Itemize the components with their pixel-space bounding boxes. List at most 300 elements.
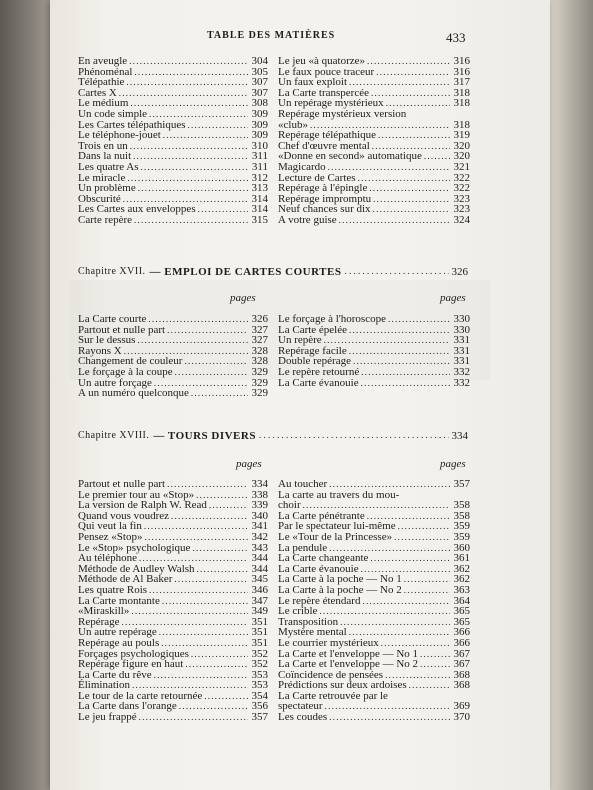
toc-entry-title: Les quatre As bbox=[78, 160, 139, 173]
toc-entry-page: 308 bbox=[251, 97, 268, 110]
toc-entry-title: Repérage au pouls bbox=[78, 636, 160, 649]
toc-entry-title: Repérage figure en haut bbox=[78, 658, 184, 671]
toc-entry-title: Repérage bbox=[78, 615, 120, 628]
toc-entry-page: 330 bbox=[453, 313, 470, 325]
leader-dots bbox=[394, 532, 450, 543]
toc-entry-page: 318 bbox=[453, 86, 470, 99]
chapter-17-heading bbox=[78, 266, 468, 278]
toc-entry-title: La carte au travers du mou- bbox=[278, 488, 400, 501]
toc-entry-page: 319 bbox=[453, 129, 470, 142]
toc-entry-title: Pensez «Stop» bbox=[78, 530, 143, 543]
leader-dots bbox=[361, 367, 450, 378]
toc-entry-page: 304 bbox=[251, 55, 268, 67]
leader-dots bbox=[192, 543, 248, 554]
toc-entry-title: Les Cartes aux enveloppes bbox=[78, 203, 196, 216]
toc-entry bbox=[278, 585, 470, 596]
leader-dots bbox=[390, 691, 450, 702]
leader-dots bbox=[358, 173, 450, 184]
toc-entry-page: 332 bbox=[453, 376, 470, 389]
toc-entry-page: 329 bbox=[251, 365, 268, 378]
toc-entry-page: 357 bbox=[251, 711, 268, 724]
leader-dots bbox=[130, 98, 248, 109]
toc-entry bbox=[278, 500, 470, 511]
chapter-18-label: Chapitre XVIII. bbox=[78, 430, 150, 441]
toc-entry-title: Le premier tour au «Stop» bbox=[78, 488, 195, 501]
leader-dots bbox=[179, 701, 248, 712]
leader-dots bbox=[122, 617, 248, 628]
leader-dots bbox=[259, 430, 449, 442]
toc-entry-title: En aveugle bbox=[78, 55, 128, 67]
toc-entry-title: Changement de couleur bbox=[78, 355, 183, 368]
leader-dots bbox=[149, 109, 248, 120]
toc-entry bbox=[278, 215, 470, 226]
toc-entry-title: La Carte montante bbox=[78, 594, 160, 607]
toc-entry-title: «Miraskill» bbox=[78, 605, 130, 618]
toc-entry bbox=[78, 388, 268, 399]
toc-entry-page: 314 bbox=[251, 192, 268, 205]
toc-entry-title: Télépathie bbox=[78, 76, 125, 89]
page-number: 433 bbox=[446, 30, 466, 45]
toc-entry-page: 362 bbox=[453, 573, 470, 586]
toc-entry-page: 311 bbox=[251, 150, 268, 163]
running-header-title: TABLE DES MATIÈRES bbox=[207, 30, 336, 41]
toc-entry-title: «Donne en second» automatique bbox=[278, 150, 422, 163]
toc-entry-page: 309 bbox=[251, 107, 268, 120]
toc-entry-page: 351 bbox=[251, 636, 268, 649]
leader-dots bbox=[361, 564, 450, 575]
leader-dots bbox=[349, 325, 450, 336]
toc-entry-title: Un autre forçage bbox=[78, 376, 152, 389]
toc-column-left-ch17 bbox=[78, 314, 268, 399]
toc-entry-page: 311 bbox=[251, 160, 268, 173]
leader-dots bbox=[198, 204, 248, 215]
toc-entry-title: Méthode de Audley Walsh bbox=[78, 562, 195, 575]
toc-entry-title: La Carte pénétrante bbox=[278, 509, 365, 522]
toc-entry-title: Double repérage bbox=[278, 355, 351, 368]
toc-entry bbox=[78, 56, 268, 67]
toc-entry bbox=[78, 109, 268, 120]
leader-dots bbox=[191, 388, 248, 399]
toc-entry bbox=[78, 367, 268, 378]
toc-entry-title: La Carte à la poche — No 1 bbox=[278, 573, 402, 586]
toc-entry-page: 340 bbox=[251, 509, 268, 522]
toc-entry-title: Au téléphone bbox=[78, 552, 137, 565]
toc-entry-title: Un problème bbox=[78, 182, 136, 195]
leader-dots bbox=[149, 585, 248, 596]
toc-entry-page: 352 bbox=[251, 658, 268, 671]
toc-entry-title: Carte repère bbox=[78, 213, 133, 226]
toc-entry-page: 361 bbox=[453, 552, 470, 565]
toc-entry-title: Élimination bbox=[78, 679, 130, 692]
toc-entry-page: 354 bbox=[251, 689, 268, 702]
toc-entry-page: 327 bbox=[251, 323, 268, 336]
toc-entry-page: 368 bbox=[453, 679, 470, 692]
leader-dots bbox=[381, 638, 450, 649]
toc-entry-title: La pendule bbox=[278, 541, 328, 554]
toc-entry-page: 344 bbox=[251, 552, 268, 565]
leader-dots bbox=[344, 266, 448, 278]
toc-entry-title: Le repère étendard bbox=[278, 594, 361, 607]
toc-entry-title: Repérage à l'épingle bbox=[278, 182, 368, 195]
toc-entry bbox=[278, 378, 470, 389]
toc-entry-page: 344 bbox=[251, 562, 268, 575]
toc-entry-title: Les quatre Rois bbox=[78, 583, 148, 596]
toc-entry-page: 366 bbox=[453, 636, 470, 649]
book-page bbox=[50, 0, 550, 790]
leader-dots bbox=[372, 141, 450, 152]
toc-entry-page: 307 bbox=[251, 86, 268, 99]
toc-entry-title: Le repère retourné bbox=[278, 365, 360, 378]
toc-entry bbox=[278, 490, 470, 501]
toc-entry-page: 326 bbox=[251, 313, 268, 325]
toc-entry-page: 362 bbox=[453, 562, 470, 575]
toc-entry bbox=[78, 532, 268, 543]
leader-dots bbox=[184, 356, 248, 367]
toc-column-left-section1 bbox=[78, 56, 268, 226]
toc-entry-title: Au toucher bbox=[278, 478, 328, 490]
leader-dots bbox=[349, 627, 450, 638]
toc-entry-page: 353 bbox=[251, 679, 268, 692]
toc-entry-page: 329 bbox=[251, 387, 268, 400]
toc-entry bbox=[278, 367, 470, 378]
chapter-17-title: — EMPLOI DE CARTES COURTES bbox=[149, 266, 342, 278]
toc-column-right-section1 bbox=[278, 56, 470, 226]
leader-dots bbox=[162, 596, 248, 607]
toc-entry-page: 320 bbox=[453, 150, 470, 163]
leader-dots bbox=[325, 701, 450, 712]
toc-entry-title: Le faux pouce traceur bbox=[278, 65, 375, 78]
toc-entry-title: «club» bbox=[278, 118, 308, 131]
leader-dots bbox=[134, 215, 248, 226]
toc-entry-title: A un numéro quelconque bbox=[78, 387, 189, 400]
toc-entry-page: 352 bbox=[251, 647, 268, 660]
leader-dots bbox=[404, 585, 450, 596]
leader-dots bbox=[420, 659, 450, 670]
toc-entry-page: 332 bbox=[453, 365, 470, 378]
leader-dots bbox=[209, 500, 248, 511]
leader-dots bbox=[140, 162, 248, 173]
toc-entry bbox=[278, 314, 470, 325]
toc-entry-page: 315 bbox=[251, 213, 268, 226]
leader-dots bbox=[328, 162, 450, 173]
toc-entry-page: 309 bbox=[251, 129, 268, 142]
toc-entry bbox=[278, 162, 470, 173]
leader-dots bbox=[353, 356, 450, 367]
leader-dots bbox=[324, 335, 450, 346]
toc-entry-page: 329 bbox=[251, 376, 268, 389]
toc-entry-page: 320 bbox=[453, 139, 470, 152]
toc-entry-page: 370 bbox=[453, 711, 470, 724]
toc-entry-title: Partout et nulle part bbox=[78, 323, 166, 336]
toc-entry bbox=[278, 532, 470, 543]
toc-entry-page: 330 bbox=[453, 323, 470, 336]
toc-entry bbox=[78, 638, 268, 649]
toc-entry-title: Le forçage à l'horoscope bbox=[278, 313, 386, 325]
toc-column-right-ch17 bbox=[278, 314, 470, 388]
toc-entry-title: Trois en un bbox=[78, 139, 128, 152]
toc-entry-title: Mystère mental bbox=[278, 626, 347, 639]
toc-entry-title: La version de Ralph W. Read bbox=[78, 499, 207, 512]
leader-dots bbox=[197, 564, 248, 575]
toc-entry-page: 346 bbox=[251, 583, 268, 596]
toc-entry-title: A votre guise bbox=[278, 213, 337, 226]
toc-entry-page: 358 bbox=[453, 509, 470, 522]
leader-dots bbox=[185, 659, 248, 670]
toc-entry-title: La Carte épelée bbox=[278, 323, 348, 336]
toc-entry-title: Le courrier mystérieux bbox=[278, 636, 379, 649]
toc-entry-page: 365 bbox=[453, 605, 470, 618]
toc-entry-title: Le jeu «à quatorze» bbox=[278, 55, 366, 67]
toc-entry-title: Cartes X bbox=[78, 86, 117, 99]
toc-entry-title: spectateur bbox=[278, 700, 323, 713]
leader-dots bbox=[340, 617, 450, 628]
toc-entry-page: 358 bbox=[453, 499, 470, 512]
leader-dots bbox=[385, 670, 450, 681]
toc-entry-page: 360 bbox=[453, 541, 470, 554]
toc-entry-title: Méthode de Al Baker bbox=[78, 573, 173, 586]
leader-dots bbox=[367, 511, 450, 522]
toc-entry-page: 365 bbox=[453, 615, 470, 628]
leader-dots bbox=[174, 574, 248, 585]
toc-entry-title: Le médium bbox=[78, 97, 129, 110]
toc-entry-page: 367 bbox=[453, 647, 470, 660]
leader-dots bbox=[362, 596, 450, 607]
toc-entry-title: Prédictions sur deux ardoises bbox=[278, 679, 407, 692]
toc-entry-page: 364 bbox=[453, 594, 470, 607]
toc-entry-page: 313 bbox=[251, 182, 268, 195]
toc-entry-title: Neuf chances sur dix bbox=[278, 203, 371, 216]
leader-dots bbox=[133, 151, 248, 162]
toc-entry-page: 353 bbox=[251, 668, 268, 681]
toc-entry bbox=[78, 479, 268, 490]
leader-dots bbox=[329, 479, 450, 490]
toc-entry bbox=[278, 109, 470, 120]
toc-entry-title: Dans la nuit bbox=[78, 150, 132, 163]
leader-dots bbox=[139, 553, 248, 564]
leader-dots bbox=[132, 680, 248, 691]
toc-entry-page: 331 bbox=[453, 334, 470, 347]
toc-entry-page: 343 bbox=[251, 541, 268, 554]
toc-entry-page: 369 bbox=[453, 700, 470, 713]
toc-entry-page: 351 bbox=[251, 615, 268, 628]
toc-entry-page: 366 bbox=[453, 626, 470, 639]
toc-entry-page: 367 bbox=[453, 658, 470, 671]
toc-entry-title: Un code simple bbox=[78, 107, 148, 120]
toc-entry-page: 331 bbox=[453, 344, 470, 357]
toc-entry-title: Les coudes bbox=[278, 711, 328, 724]
pages-label-left-ch18: pages bbox=[236, 458, 262, 470]
toc-entry-title: La Carte retrouvée par le bbox=[278, 689, 388, 702]
leader-dots bbox=[188, 120, 248, 131]
leader-dots bbox=[303, 500, 450, 511]
toc-entry-title: Quand vous voudrez bbox=[78, 509, 170, 522]
pages-label-right-ch17: pages bbox=[440, 292, 466, 304]
toc-entry-title: Le téléphone-jouet bbox=[78, 129, 161, 142]
leader-dots bbox=[378, 130, 450, 141]
leader-dots bbox=[175, 367, 248, 378]
toc-entry-page: 323 bbox=[453, 203, 470, 216]
toc-entry-page: 338 bbox=[251, 488, 268, 501]
toc-entry-title: La Carte à la poche — No 2 bbox=[278, 583, 402, 596]
leader-dots bbox=[159, 627, 248, 638]
toc-entry-title: La Carte transpercée bbox=[278, 86, 369, 99]
leader-dots bbox=[167, 325, 248, 336]
toc-entry-title: Un repérage mystérieux bbox=[278, 97, 384, 110]
leader-dots bbox=[349, 77, 450, 88]
toc-entry-page: 317 bbox=[453, 76, 470, 89]
toc-entry-page: 318 bbox=[453, 97, 470, 110]
leader-dots bbox=[398, 521, 450, 532]
toc-entry bbox=[78, 215, 268, 226]
toc-entry-page: 310 bbox=[251, 139, 268, 152]
toc-entry-page: 321 bbox=[453, 160, 470, 173]
toc-entry-page: 314 bbox=[251, 203, 268, 216]
leader-dots bbox=[144, 521, 248, 532]
toc-entry-title: Magicardo bbox=[278, 160, 326, 173]
toc-entry-title: Le crible bbox=[278, 605, 318, 618]
leader-dots bbox=[329, 543, 450, 554]
toc-entry-title: Repérage facile bbox=[278, 344, 347, 357]
toc-entry-title: Le jeu frappé bbox=[78, 711, 137, 724]
toc-entry-page: 327 bbox=[251, 334, 268, 347]
leader-dots bbox=[161, 638, 248, 649]
leader-dots bbox=[171, 511, 248, 522]
toc-entry-page: 324 bbox=[453, 213, 470, 226]
toc-entry-page: 322 bbox=[453, 171, 470, 184]
toc-entry-page: 307 bbox=[251, 76, 268, 89]
toc-entry-page: 334 bbox=[251, 478, 268, 490]
chapter-18-page: 334 bbox=[451, 430, 468, 442]
toc-entry-page: 363 bbox=[453, 583, 470, 596]
toc-entry bbox=[78, 314, 268, 325]
leader-dots bbox=[376, 67, 450, 78]
toc-entry-page: 359 bbox=[453, 520, 470, 533]
toc-entry-page: 368 bbox=[453, 668, 470, 681]
toc-entry-page: 316 bbox=[453, 65, 470, 78]
leader-dots bbox=[329, 712, 450, 723]
toc-entry-title: La Carte courte bbox=[78, 313, 147, 325]
toc-entry-title: Chef d'œuvre mental bbox=[278, 139, 370, 152]
toc-entry bbox=[278, 479, 470, 490]
leader-dots bbox=[349, 346, 450, 357]
leader-dots bbox=[408, 109, 450, 120]
pages-label-left-ch17: pages bbox=[230, 292, 256, 304]
leader-dots bbox=[130, 141, 248, 152]
leader-dots bbox=[191, 649, 248, 660]
toc-entry-title: Rayons X bbox=[78, 344, 122, 357]
leader-dots bbox=[401, 490, 450, 501]
toc-entry-page: 316 bbox=[453, 55, 470, 67]
toc-column-left-ch18 bbox=[78, 479, 268, 723]
toc-entry-title: Le miracle bbox=[78, 171, 126, 184]
toc-entry-title: La Carte du rêve bbox=[78, 668, 152, 681]
toc-entry bbox=[278, 56, 470, 67]
leader-dots bbox=[388, 314, 450, 325]
leader-dots bbox=[148, 314, 248, 325]
leader-dots bbox=[371, 88, 450, 99]
leader-dots bbox=[310, 120, 450, 131]
leader-dots bbox=[119, 88, 248, 99]
leader-dots bbox=[424, 151, 450, 162]
toc-entry-title: La Carte et l'enveloppe — No 2 bbox=[278, 658, 419, 671]
toc-entry-title: Par le spectateur lui-même bbox=[278, 520, 396, 533]
toc-entry-page: 357 bbox=[453, 478, 470, 490]
toc-entry-title: Un faux exploit bbox=[278, 76, 348, 89]
toc-entry-title: Phénoménal bbox=[78, 65, 133, 78]
toc-entry-title: Les Cartes télépathiques bbox=[78, 118, 186, 131]
toc-entry-page: 328 bbox=[251, 344, 268, 357]
toc-entry bbox=[78, 162, 268, 173]
leader-dots bbox=[139, 712, 248, 723]
toc-entry-title: Le forçage à la coupe bbox=[78, 365, 173, 378]
leader-dots bbox=[127, 173, 248, 184]
toc-entry-title: Le «Tour de la Princesse» bbox=[278, 530, 393, 543]
toc-entry-title: Coïncidence de pensées bbox=[278, 668, 384, 681]
toc-entry-title: Repérage impromptu bbox=[278, 192, 372, 205]
toc-entry-title: Qui veut la fin bbox=[78, 520, 142, 533]
leader-dots bbox=[167, 479, 248, 490]
leader-dots bbox=[126, 77, 248, 88]
leader-dots bbox=[134, 67, 248, 78]
toc-entry bbox=[278, 638, 470, 649]
toc-entry-page: 341 bbox=[251, 520, 268, 533]
leader-dots bbox=[138, 183, 248, 194]
toc-entry-title: La Carte évanouie bbox=[278, 376, 359, 389]
leader-dots bbox=[204, 691, 248, 702]
toc-entry bbox=[78, 712, 268, 723]
leader-dots bbox=[129, 56, 248, 67]
toc-entry bbox=[78, 585, 268, 596]
toc-entry-title: Un repère bbox=[278, 334, 322, 347]
chapter-18-heading bbox=[78, 430, 468, 442]
toc-entry-title: La Carte dans l'orange bbox=[78, 700, 177, 713]
toc-entry-title: Lecture de Cartes bbox=[278, 171, 356, 184]
leader-dots bbox=[404, 574, 450, 585]
leader-dots bbox=[373, 194, 450, 205]
chapter-18-title: — TOURS DIVERS bbox=[153, 430, 256, 442]
toc-entry-title: Repérage télépathique bbox=[278, 129, 377, 142]
leader-dots bbox=[123, 194, 248, 205]
toc-entry-page: 309 bbox=[251, 118, 268, 131]
toc-entry-page: 345 bbox=[251, 573, 268, 586]
leader-dots bbox=[137, 335, 248, 346]
toc-entry-title: Repérage mystérieux version bbox=[278, 107, 407, 120]
leader-dots bbox=[367, 56, 450, 67]
toc-entry-page: 305 bbox=[251, 65, 268, 78]
toc-entry-page: 351 bbox=[251, 626, 268, 639]
toc-entry-page: 322 bbox=[453, 182, 470, 195]
toc-entry-page: 323 bbox=[453, 192, 470, 205]
leader-dots bbox=[196, 490, 248, 501]
leader-dots bbox=[154, 670, 248, 681]
toc-entry-title: Le tour de la carte retournée bbox=[78, 689, 203, 702]
toc-entry-page: 331 bbox=[453, 355, 470, 368]
toc-entry-page: 312 bbox=[251, 171, 268, 184]
leader-dots bbox=[420, 649, 450, 660]
toc-entry-title: Le «Stop» psychologique bbox=[78, 541, 191, 554]
toc-entry-title: Forçages psychologiques bbox=[78, 647, 189, 660]
leader-dots bbox=[339, 215, 450, 226]
leader-dots bbox=[370, 553, 450, 564]
toc-entry-page: 349 bbox=[251, 605, 268, 618]
toc-entry-page: 359 bbox=[453, 530, 470, 543]
toc-entry-title: La Carte changeante bbox=[278, 552, 369, 565]
toc-entry-title: choir bbox=[278, 499, 301, 512]
leader-dots bbox=[386, 98, 450, 109]
toc-entry-page: 342 bbox=[251, 530, 268, 543]
chapter-17-label: Chapitre XVII. bbox=[78, 266, 146, 277]
toc-entry-title: Obscurité bbox=[78, 192, 121, 205]
